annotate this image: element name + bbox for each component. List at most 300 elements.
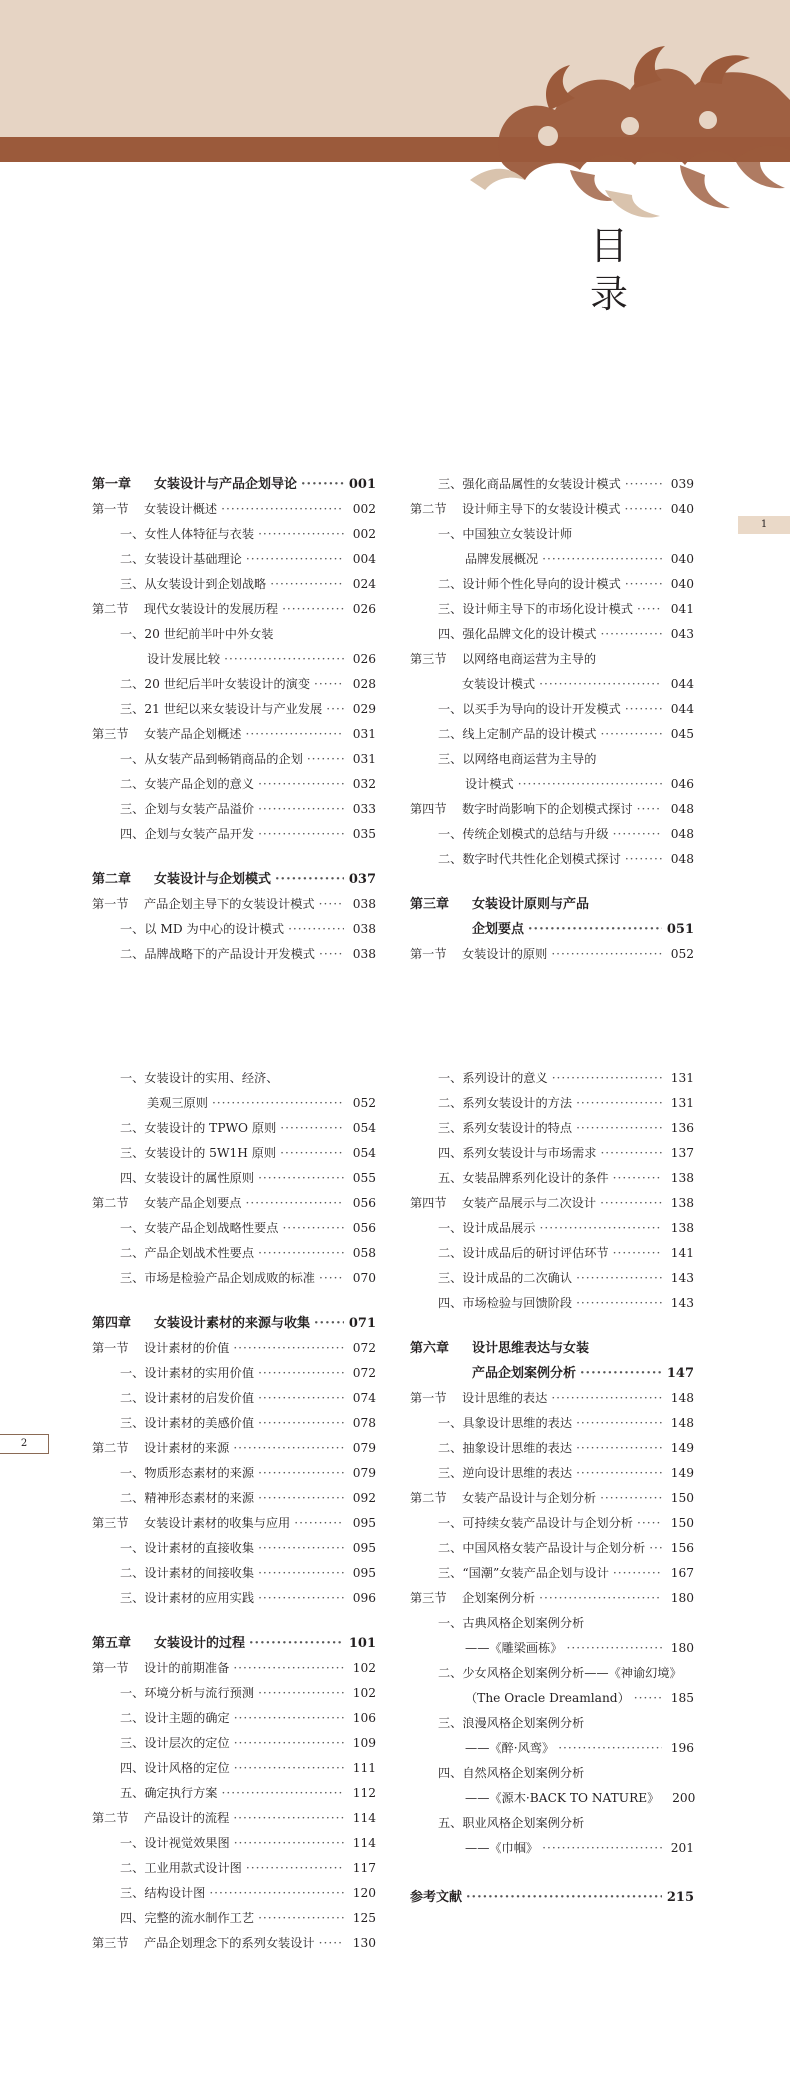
toc-entry <box>410 1191 694 1216</box>
page-number: 026 <box>352 652 376 666</box>
toc-entry <box>92 1931 376 1956</box>
entry-title: 二、数字时代共性化企划模式探讨 <box>438 852 621 866</box>
dot-leader <box>258 1586 344 1611</box>
page-number: 054 <box>352 1146 376 1160</box>
toc-entry <box>92 1486 376 1511</box>
entry-title: 三、“国潮”女装产品企划与设计 <box>438 1566 609 1580</box>
dot-leader <box>258 1561 344 1586</box>
toc-entry <box>410 1141 694 1166</box>
dot-leader <box>258 797 344 822</box>
toc-entry <box>92 722 376 747</box>
section-title: 数字时尚影响下的企划模式探讨 <box>462 802 633 816</box>
toc-entry <box>92 1216 376 1241</box>
section-number: 第二节 <box>92 1196 129 1210</box>
toc-entry <box>410 672 694 697</box>
toc-entry <box>410 697 694 722</box>
toc-entry <box>92 772 376 797</box>
dot-leader <box>542 1836 662 1861</box>
section-title: 设计思维的表达 <box>462 1391 548 1405</box>
dot-leader <box>319 942 344 967</box>
page-number: 148 <box>670 1416 694 1430</box>
page-number: 032 <box>352 777 376 791</box>
entry-title: 一、中国独立女装设计师 <box>438 527 573 541</box>
page-number: 131 <box>670 1096 694 1110</box>
entry-title: 一、具象设计思维的表达 <box>438 1416 573 1430</box>
dot-leader <box>212 1091 344 1116</box>
toc-entry <box>410 822 694 847</box>
toc-entry <box>92 1461 376 1486</box>
toc-entry <box>410 1291 694 1316</box>
toc-entry <box>410 1661 694 1686</box>
dot-leader <box>576 1091 662 1116</box>
toc-entry <box>410 647 694 672</box>
entry-title: 二、精神形态素材的来源 <box>120 1491 255 1505</box>
dot-leader <box>234 1831 344 1856</box>
entry-title: 三、设计成品的二次确认 <box>438 1271 573 1285</box>
toc-entry <box>92 1386 376 1411</box>
page-number: 029 <box>352 702 376 716</box>
page-number: 052 <box>352 1096 376 1110</box>
page-number-tab-right: 1 <box>738 516 790 534</box>
chapter-title: 参考文献 <box>410 1890 463 1905</box>
page-number: 180 <box>670 1591 694 1605</box>
toc-entry <box>92 1656 376 1681</box>
toc-entry <box>410 942 694 967</box>
toc-entry <box>410 772 694 797</box>
section-title: 女装产品展示与二次设计 <box>462 1196 597 1210</box>
toc-entry <box>410 572 694 597</box>
dot-leader <box>234 1706 344 1731</box>
dot-leader <box>246 1191 345 1216</box>
entry-title: 二、设计主题的确定 <box>120 1711 230 1725</box>
entry-title: ——《醉·风鸾》 <box>465 1741 555 1755</box>
dot-leader <box>280 1116 344 1141</box>
toc-entry <box>410 1116 694 1141</box>
page-number: 106 <box>352 1711 376 1725</box>
toc-entry <box>410 1216 694 1241</box>
dot-leader <box>576 1266 662 1291</box>
dot-leader <box>282 597 344 622</box>
section-title: 女装产品企划概述 <box>144 727 242 741</box>
page-number: 096 <box>352 1591 376 1605</box>
page-number: 079 <box>352 1441 376 1455</box>
entry-title: 五、确定执行方案 <box>120 1786 218 1800</box>
page-number: 048 <box>670 802 694 816</box>
toc-entry <box>92 1116 376 1141</box>
toc-entry <box>92 1191 376 1216</box>
toc-entry <box>92 1881 376 1906</box>
entry-title: 三、以网络电商运营为主导的 <box>438 752 597 766</box>
section-number: 第二节 <box>92 1811 129 1825</box>
toc-entry <box>92 797 376 822</box>
toc-entry <box>410 497 694 522</box>
dot-leader <box>542 547 662 572</box>
toc-column-bottom-right <box>410 1066 694 1910</box>
page-number: 109 <box>352 1736 376 1750</box>
chapter-title: 女装设计与企划模式 <box>154 872 272 887</box>
toc-entry <box>410 1761 694 1786</box>
dot-leader <box>258 522 344 547</box>
spacer <box>589 892 694 917</box>
page-number: 072 <box>352 1366 376 1380</box>
toc-column-top-left <box>92 472 376 967</box>
toc-entry <box>92 1166 376 1191</box>
page-number: 095 <box>352 1516 376 1530</box>
toc-entry <box>92 1906 376 1931</box>
dot-leader <box>637 1511 662 1536</box>
page-number: 031 <box>352 727 376 741</box>
dot-leader <box>625 697 662 722</box>
toc-entry <box>410 1166 694 1191</box>
entry-title: 一、以 MD 为中心的设计模式 <box>120 922 285 936</box>
page-number: 111 <box>352 1761 376 1775</box>
entry-title: 二、工业用款式设计图 <box>120 1861 242 1875</box>
toc-entry <box>410 1336 694 1361</box>
dot-leader <box>558 1736 662 1761</box>
toc-entry <box>410 1241 694 1266</box>
toc-entry <box>410 1586 694 1611</box>
dot-leader <box>600 1486 662 1511</box>
dot-leader <box>294 1511 344 1536</box>
dot-leader <box>576 1291 662 1316</box>
toc-entry <box>92 1831 376 1856</box>
entry-title: 一、设计素材的实用价值 <box>120 1366 255 1380</box>
dot-leader <box>613 1166 662 1191</box>
page-number: 149 <box>670 1441 694 1455</box>
page-number: 143 <box>670 1271 694 1285</box>
entry-title: 三、企划与女装产品溢价 <box>120 802 255 816</box>
toc-entry <box>92 942 376 967</box>
dot-leader <box>249 1631 344 1656</box>
dot-leader <box>600 622 662 647</box>
entry-title: 二、设计成品后的研讨评估环节 <box>438 1246 609 1260</box>
spacer <box>584 1711 694 1736</box>
entry-title: 一、设计成品展示 <box>438 1221 536 1235</box>
entry-title: ——《巾帼》 <box>465 1841 539 1855</box>
toc-entry <box>92 1781 376 1806</box>
page-number: 137 <box>670 1146 694 1160</box>
toc-entry <box>92 1091 376 1116</box>
dot-leader <box>552 1066 662 1091</box>
page-number: 078 <box>352 1416 376 1430</box>
page-number: 040 <box>670 552 694 566</box>
page-number: 102 <box>352 1686 376 1700</box>
chapter-number: 第四章 <box>92 1316 132 1331</box>
section-title: 产品企划主导下的女装设计模式 <box>144 897 315 911</box>
toc-entry <box>92 1806 376 1831</box>
toc-entry <box>92 522 376 547</box>
section-title: 设计素材的价值 <box>144 1341 230 1355</box>
page-number: 136 <box>670 1121 694 1135</box>
section-title: 企划案例分析 <box>462 1591 536 1605</box>
entry-title: 品牌发展概况 <box>465 552 539 566</box>
entry-title: 二、女装设计的 TPWO 原则 <box>120 1121 277 1135</box>
section-title: 产品企划理念下的系列女装设计 <box>144 1936 315 1950</box>
page-number: 112 <box>352 1786 376 1800</box>
section-title: 女装产品设计与企划分析 <box>462 1491 597 1505</box>
toc-entry <box>410 1411 694 1436</box>
dot-leader <box>314 1311 344 1336</box>
dot-leader <box>649 1536 662 1561</box>
toc-entry <box>410 547 694 572</box>
entry-title: 美观三原则 <box>147 1096 208 1110</box>
page-number: 180 <box>670 1641 694 1655</box>
page-number: 147 <box>666 1366 694 1381</box>
section-title: 产品设计的流程 <box>144 1811 230 1825</box>
page-number: 138 <box>670 1221 694 1235</box>
dot-leader <box>258 1361 344 1386</box>
spacer <box>584 1811 694 1836</box>
entry-title: 二、线上定制产品的设计模式 <box>438 727 597 741</box>
entry-title: 一、20 世纪前半叶中外女装 <box>120 627 274 641</box>
page-number: 131 <box>670 1071 694 1085</box>
page-title <box>590 222 629 318</box>
toc-entry <box>92 822 376 847</box>
entry-title: 三、设计素材的美感价值 <box>120 1416 255 1430</box>
section-number: 第一节 <box>92 897 129 911</box>
page-number: 070 <box>352 1271 376 1285</box>
toc-entry <box>410 1836 694 1861</box>
dot-leader <box>280 1141 344 1166</box>
toc-entry <box>92 1586 376 1611</box>
toc-entry <box>410 847 694 872</box>
section-number: 第四节 <box>410 1196 447 1210</box>
page-number: 215 <box>666 1890 694 1905</box>
entry-title: 一、以买手为导向的设计开发模式 <box>438 702 621 716</box>
page-number: 102 <box>352 1661 376 1675</box>
page-number-tab-left: 2 <box>0 1434 49 1454</box>
toc-entry <box>410 1611 694 1636</box>
dot-leader <box>246 1856 344 1881</box>
entry-title: 二、品牌战略下的产品设计开发模式 <box>120 947 315 961</box>
entry-title: ——《雕梁画栋》 <box>465 1641 563 1655</box>
section-title: 设计素材的来源 <box>144 1441 230 1455</box>
title-char-1: 目 <box>590 224 629 268</box>
page-number: 048 <box>670 852 694 866</box>
entry-title: 四、女装设计的属性原则 <box>120 1171 255 1185</box>
dot-leader <box>580 1361 662 1386</box>
spacer <box>584 1761 694 1786</box>
toc-entry <box>92 892 376 917</box>
section-title: 以网络电商运营为主导的 <box>462 652 597 666</box>
dot-leader <box>246 547 344 572</box>
entry-title: 一、环境分析与流行预测 <box>120 1686 255 1700</box>
dot-leader <box>613 1561 662 1586</box>
section-number: 第二节 <box>92 1441 129 1455</box>
entry-title: 二、20 世纪后半叶女装设计的演变 <box>120 677 311 691</box>
page-number: 141 <box>670 1246 694 1260</box>
toc-entry <box>410 892 694 917</box>
dot-leader <box>613 822 662 847</box>
entry-title: 二、中国风格女装产品设计与企划分析 <box>438 1541 646 1555</box>
dot-leader <box>567 1636 663 1661</box>
section-number: 第一节 <box>410 947 447 961</box>
dot-leader <box>540 1216 663 1241</box>
page-number: 056 <box>352 1221 376 1235</box>
chapter-number: 第一章 <box>92 477 132 492</box>
page-number: 167 <box>670 1566 694 1580</box>
page-number: 138 <box>670 1171 694 1185</box>
toc-entry <box>92 547 376 572</box>
spacer <box>596 647 694 672</box>
page-number: 038 <box>352 897 376 911</box>
toc-entry <box>92 1266 376 1291</box>
entry-title: 四、完整的流水制作工艺 <box>120 1911 255 1925</box>
section-number: 第三节 <box>410 652 447 666</box>
entry-title: 设计发展比较 <box>147 652 221 666</box>
chapter-number: 第六章 <box>410 1341 450 1356</box>
entry-title: 一、可持续女装产品设计与企划分析 <box>438 1516 633 1530</box>
toc-entry <box>92 497 376 522</box>
dot-leader <box>258 1241 344 1266</box>
section-number: 第三节 <box>410 1591 447 1605</box>
page-number: 026 <box>352 602 376 616</box>
dot-leader <box>600 1191 662 1216</box>
section-title: 女装设计素材的收集与应用 <box>144 1516 291 1530</box>
entry-title: 一、古典风格企划案例分析 <box>438 1616 585 1630</box>
page-number: 056 <box>352 1196 376 1210</box>
toc-entry <box>410 1561 694 1586</box>
toc-entry <box>92 1141 376 1166</box>
section-number: 第一节 <box>92 1661 129 1675</box>
section-number: 第二节 <box>410 1491 447 1505</box>
dot-leader <box>319 1266 344 1291</box>
page-number: 095 <box>352 1541 376 1555</box>
page-number: 044 <box>670 702 694 716</box>
page-number: 101 <box>348 1636 376 1651</box>
dot-leader <box>270 572 344 597</box>
page-number: 055 <box>352 1171 376 1185</box>
entry-title: 一、女装设计的实用、经济、 <box>120 1071 279 1085</box>
spacer <box>572 522 694 547</box>
dot-leader <box>625 847 662 872</box>
dot-leader <box>233 1806 344 1831</box>
toc-entry <box>410 1811 694 1836</box>
page-number: 035 <box>352 827 376 841</box>
section-title: 女装设计的原则 <box>462 947 548 961</box>
toc-entry <box>92 1066 376 1091</box>
dot-leader <box>637 797 662 822</box>
dot-leader <box>222 1781 345 1806</box>
toc-entry <box>410 722 694 747</box>
entry-title: 三、浪漫风格企划案例分析 <box>438 1716 585 1730</box>
page-number: 092 <box>352 1491 376 1505</box>
toc-entry <box>92 1561 376 1586</box>
page-number: 044 <box>670 677 694 691</box>
entry-title: 二、设计师个性化导向的设计模式 <box>438 577 621 591</box>
page-number: 071 <box>348 1316 376 1331</box>
section-title: 设计师主导下的女装设计模式 <box>462 502 621 516</box>
toc-entry <box>92 697 376 722</box>
page-number: 117 <box>352 1861 376 1875</box>
dot-leader <box>275 867 344 892</box>
entry-title: 三、系列女装设计的特点 <box>438 1121 573 1135</box>
entry-title: 四、系列女装设计与市场需求 <box>438 1146 597 1160</box>
toc-entry <box>410 1361 694 1386</box>
entry-title: 三、21 世纪以来女装设计与产业发展 <box>120 702 323 716</box>
chapter-title: 设计思维表达与女装 <box>472 1341 590 1356</box>
toc-entry <box>92 672 376 697</box>
toc-entry <box>92 1536 376 1561</box>
chapter-number: 第五章 <box>92 1636 132 1651</box>
entry-title: 二、女装产品企划的意义 <box>120 777 255 791</box>
toc-entry <box>92 1631 376 1656</box>
dot-leader <box>224 647 344 672</box>
page-number: 004 <box>352 552 376 566</box>
dot-leader <box>518 772 662 797</box>
page-number: 046 <box>670 777 694 791</box>
toc-entry <box>410 1636 694 1661</box>
dot-leader <box>634 1686 662 1711</box>
dot-leader <box>209 1881 344 1906</box>
entry-title: 二、少女风格企划案例分析——《神谕幻境》 <box>438 1666 682 1680</box>
toc-entry <box>410 797 694 822</box>
toc-entry <box>92 917 376 942</box>
page-number: 074 <box>352 1391 376 1405</box>
toc-entry <box>410 747 694 772</box>
page-number: 143 <box>670 1296 694 1310</box>
dot-leader <box>221 497 344 522</box>
dot-leader <box>314 672 344 697</box>
dot-leader <box>539 672 662 697</box>
chapter-title: 女装设计素材的来源与收集 <box>154 1316 311 1331</box>
page-number: 058 <box>352 1246 376 1260</box>
dot-leader <box>258 1536 344 1561</box>
spacer <box>278 1066 376 1091</box>
toc-entry <box>92 867 376 892</box>
chapter-number: 第三章 <box>410 897 450 912</box>
entry-title: 二、抽象设计思维的表达 <box>438 1441 573 1455</box>
toc-entry <box>410 1486 694 1511</box>
page-number: 001 <box>348 477 376 492</box>
toc-entry <box>410 1436 694 1461</box>
entry-title: 一、设计视觉效果图 <box>120 1836 230 1850</box>
page-number: 028 <box>352 677 376 691</box>
entry-title: 二、设计素材的启发价值 <box>120 1391 255 1405</box>
page-number: 038 <box>352 947 376 961</box>
dot-leader <box>600 722 662 747</box>
toc-entry <box>410 1066 694 1091</box>
spacer <box>273 622 376 647</box>
dot-leader <box>258 1411 344 1436</box>
section-number: 第二节 <box>410 502 447 516</box>
dot-leader <box>624 497 662 522</box>
dot-leader <box>576 1116 662 1141</box>
entry-title: 四、自然风格企划案例分析 <box>438 1766 585 1780</box>
page-number: 196 <box>670 1741 694 1755</box>
section-title: 设计的前期准备 <box>144 1661 230 1675</box>
entry-title: 一、设计素材的直接收集 <box>120 1541 255 1555</box>
page-number: 043 <box>670 627 694 641</box>
entry-title: 二、产品企划战术性要点 <box>120 1246 255 1260</box>
spacer <box>682 1661 694 1686</box>
page-number: 201 <box>670 1841 694 1855</box>
toc-column-bottom-left <box>92 1066 376 1956</box>
section-number: 第一节 <box>92 1341 129 1355</box>
dot-leader <box>539 1586 662 1611</box>
dot-leader <box>613 1241 662 1266</box>
title-char-2: 录 <box>590 272 629 316</box>
entry-title: 设计模式 <box>465 777 514 791</box>
toc-entry <box>410 917 694 942</box>
toc-entry <box>92 572 376 597</box>
page-number: 031 <box>352 752 376 766</box>
toc-column-top-right <box>410 472 694 967</box>
entry-title: 二、设计素材的间接收集 <box>120 1566 255 1580</box>
entry-title: 二、系列女装设计的方法 <box>438 1096 573 1110</box>
chapter-title: 女装设计与产品企划导论 <box>154 477 298 492</box>
ornament-decoration <box>430 40 790 225</box>
